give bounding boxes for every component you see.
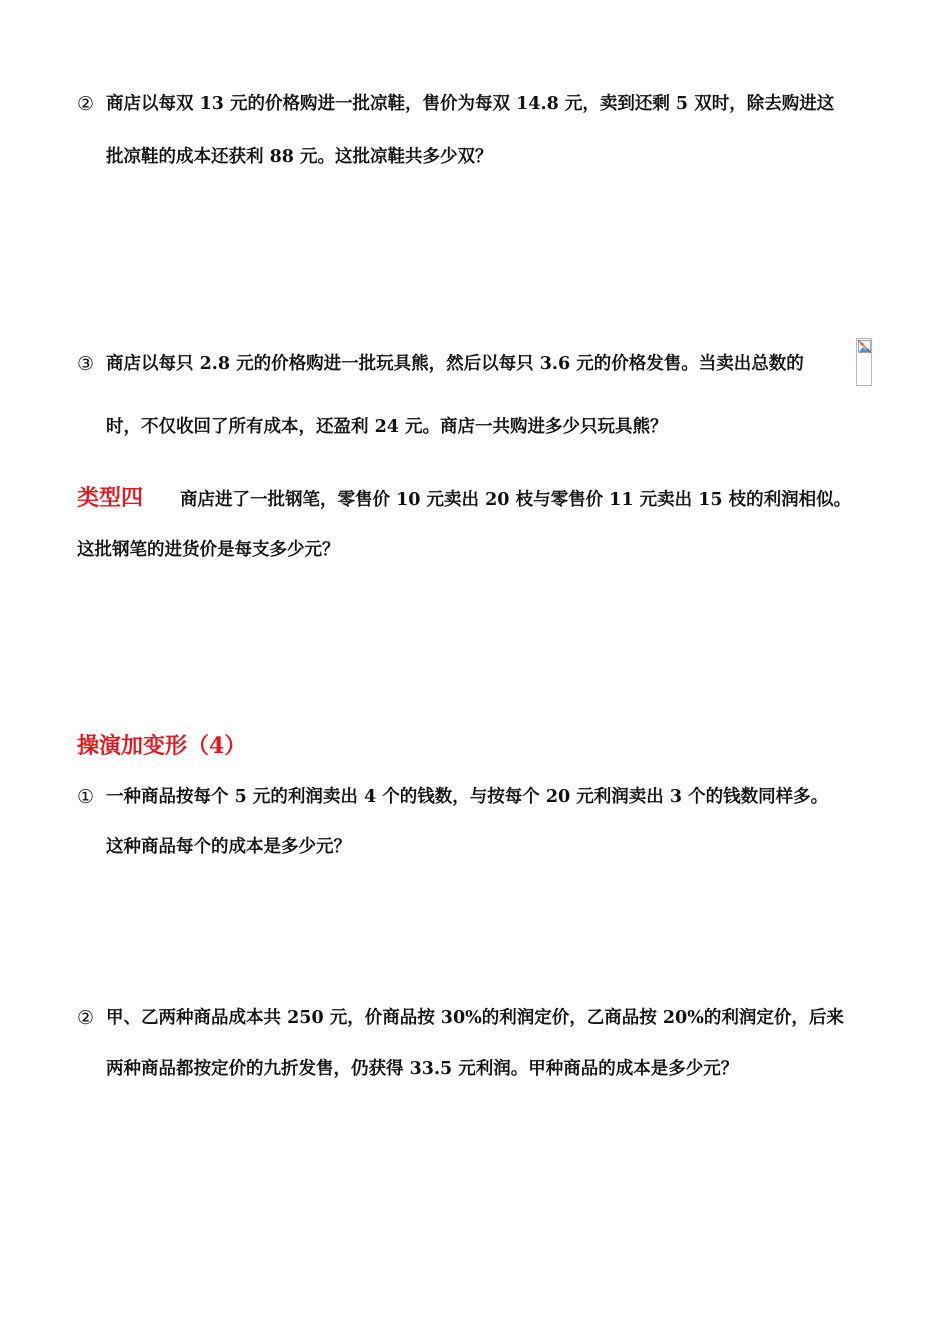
problem-text: 甲、乙两种商品成本共 250 元，价商品按 30%的利润定价，乙商品按 20%的利润定价，后来 <box>106 1008 844 1028</box>
problem-text: 批凉鞋的成本还获利 88 元。这批凉鞋共多少双？ <box>106 147 493 167</box>
type4-text: 这批钢笔的进货价是每支多少元？ <box>77 540 340 560</box>
broken-image-glyph <box>858 340 872 354</box>
type4-text: 商店进了一批钢笔，零售价 10 元卖出 20 枝与零售价 11 元卖出 15 枝的利润相似。 <box>180 490 852 510</box>
problem-number: ② <box>77 1007 95 1029</box>
practice-heading: 操演加变形（4） <box>77 733 247 759</box>
problem-number: ③ <box>77 353 95 375</box>
problem-text: 商店以每只 2.8 元的价格购进一批玩具熊，然后以每只 3.6 元的价格发售。当卖出总数的 <box>106 354 804 374</box>
problem-number: ② <box>77 93 95 115</box>
problem-text: 时，不仅收回了所有成本，还盈利 24 元。商店一共购进多少只玩具熊？ <box>106 417 668 437</box>
problem-text: 两种商品都按定价的九折发售，仍获得 33.5 元利润。甲种商品的成本是多少元？ <box>106 1059 739 1079</box>
type4-label: 类型四 <box>77 485 144 511</box>
broken-image-icon <box>856 338 872 386</box>
problem-text: 这种商品每个的成本是多少元？ <box>106 837 351 857</box>
problem-text: 一种商品按每个 5 元的利润卖出 4 个的钱数，与按每个 20 元利润卖出 3 个的钱数同样多。 <box>106 787 829 807</box>
problem-text: 商店以每双 13 元的价格购进一批凉鞋，售价为每双 14.8 元，卖到还剩 5 双时，除去购进这 <box>106 94 835 114</box>
problem-number: ① <box>77 786 95 808</box>
